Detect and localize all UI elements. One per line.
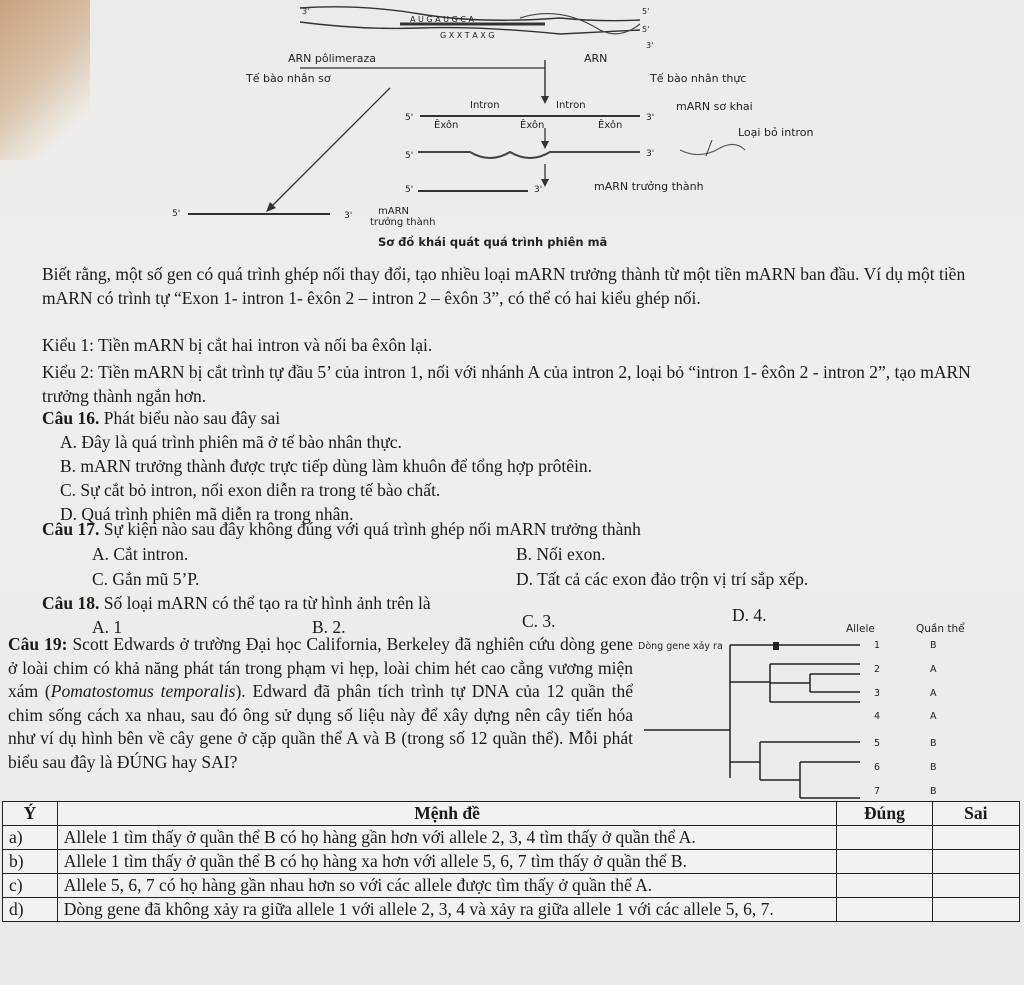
tip-allele-7: 7 — [874, 786, 881, 797]
tip-allele-2: 2 — [874, 664, 881, 675]
q18-option-c: C. 3. — [522, 611, 556, 631]
tip-pop-6: B — [930, 762, 937, 773]
gene-flow-label: Dòng gene xảy ra — [638, 641, 723, 652]
svg-text:G X X T A X G: G X X T A X G — [440, 31, 495, 40]
q17-option-b: B. Nối exon. — [516, 544, 606, 564]
tip-pop-1: B — [930, 640, 937, 651]
tip-pop-7: B — [930, 786, 937, 797]
q16-option-d: D. Quá trình phiên mã diễn ra trong nhân. — [60, 504, 354, 524]
row-statement: Dòng gene đã không xảy ra giữa allele 1 với allele 2, 3, 4 và xảy ra giữa allele 1 với các allele 5, 6, 7. — [57, 898, 836, 922]
q19-label: Câu 19: — [8, 634, 68, 654]
q19-text-1: Scott Edwards ở trường Đại học California, Berkeley đã nghiên cứu dòng gene ở loài chim có khả năng phát tán trong phạm vi hẹp, loài chim hét cao cẳng vương miện xám ( — [8, 634, 633, 701]
gene-tree — [630, 612, 1024, 804]
primary-mrna-label: mARN sơ khai — [676, 100, 753, 113]
table-header-row — [3, 802, 1020, 826]
svg-text:5': 5' — [405, 185, 414, 195]
exon-label-1: Êxôn — [434, 120, 459, 131]
q16-stem — [42, 408, 280, 429]
q18-stem — [42, 593, 431, 614]
tip-allele-5: 5 — [874, 738, 881, 749]
header-y: Ý — [3, 802, 58, 826]
svg-text:3': 3' — [344, 211, 353, 221]
svg-text:3': 3' — [646, 41, 654, 50]
q16-option-c: C. Sự cắt bỏ intron, nối exon diễn ra trong tế bào chất. — [60, 480, 441, 500]
row-id: a) — [3, 826, 58, 850]
eukaryote-label: Tế bào nhân thực — [650, 72, 747, 85]
tip-allele-4: 4 — [874, 711, 881, 722]
mature-mrna-pro-label-2: trưởng thành — [370, 217, 436, 228]
q18-option-d: D. 4. — [732, 605, 767, 625]
intro-type-1: Kiểu 1: Tiền mARN bị cắt hai intron và nối ba êxôn lại. — [42, 335, 433, 355]
row-statement: Allele 1 tìm thấy ở quần thể B có họ hàng gần hơn với allele 2, 3, 4 tìm thấy ở quần thể A. — [57, 826, 836, 850]
answer-true-cell[interactable] — [837, 826, 932, 850]
svg-text:3': 3' — [646, 113, 655, 123]
q17-option-c: C. Gắn mũ 5’P. — [92, 569, 200, 589]
q18-text: Số loại mARN có thể tạo ra từ hình ảnh trên là — [103, 593, 431, 613]
q16-text: Phát biểu nào sau đây sai — [103, 408, 281, 428]
answer-false-cell[interactable] — [932, 898, 1019, 922]
table-row — [3, 826, 1020, 850]
answer-true-cell[interactable] — [837, 874, 932, 898]
tree-tip-labels — [874, 640, 937, 797]
polymerase-label: ARN pôlimeraza — [288, 52, 376, 65]
q16-option-b: B. mARN trưởng thành được trực tiếp dùng làm khuôn để tổng hợp prôtêin. — [60, 456, 593, 476]
tip-allele-1: 1 — [874, 640, 881, 651]
tip-pop-3: A — [930, 688, 937, 699]
q18-option-b: B. 2. — [312, 617, 346, 637]
mature-mrna-pro-label-1: mARN — [378, 206, 410, 217]
table-row — [3, 898, 1020, 922]
answer-false-cell[interactable] — [932, 874, 1019, 898]
answer-false-cell[interactable] — [932, 826, 1019, 850]
svg-text:3': 3' — [302, 7, 310, 16]
table-row — [3, 874, 1020, 898]
svg-text:5': 5' — [405, 113, 414, 123]
table-row — [3, 850, 1020, 874]
row-id: b) — [3, 850, 58, 874]
exon-label-2: Êxôn — [520, 120, 545, 131]
row-id: c) — [3, 874, 58, 898]
q18-option-a: A. 1 — [92, 617, 123, 637]
tip-pop-2: A — [930, 664, 937, 675]
intron-label-1: Intron — [470, 100, 500, 111]
answer-true-cell[interactable] — [837, 850, 932, 874]
q16-label: Câu 16. — [42, 408, 100, 428]
tip-allele-3: 3 — [874, 688, 881, 699]
tree-allele-header: Allele — [846, 623, 875, 635]
true-false-table — [2, 801, 1020, 922]
mature-mrna-euk-label: mARN trưởng thành — [594, 180, 704, 193]
gene-flow-marker — [773, 642, 779, 650]
header-true: Đúng — [837, 802, 932, 826]
q17-text: Sự kiện nào sau đây không đúng với quá trình ghép nối mARN trưởng thành — [103, 519, 641, 539]
q19-paragraph — [8, 633, 633, 774]
exon-label-3: Êxôn — [598, 120, 623, 131]
intro-type-2: Kiểu 2: Tiền mARN bị cắt trình tự đầu 5’ của intron 1, nối với nhánh A của intron 2, loại bỏ “intron 1- êxôn 2 - intron 2”, tạo mARN trưởng thành ngắn hơn. — [42, 362, 971, 406]
tip-allele-6: 6 — [874, 762, 881, 773]
remove-intron-label: Loại bỏ intron — [738, 126, 814, 139]
q17-option-d: D. Tất cả các exon đảo trộn vị trí sắp xếp. — [516, 569, 809, 589]
svg-text:5': 5' — [642, 7, 650, 16]
tree-pop-header: Quần thể — [916, 623, 965, 635]
q17-stem — [42, 519, 641, 540]
answer-true-cell[interactable] — [837, 898, 932, 922]
prokaryote-label: Tế bào nhân sơ — [246, 72, 331, 85]
intro-text-1: Biết rằng, một số gen có quá trình ghép nối thay đổi, tạo nhiều loại mARN trưởng thành từ một tiền mARN ban đầu. Ví dụ một tiền mARN có trình tự “Exon 1- intron 1- êxôn 2 – intron 2 – êxôn 3”, có thể có hai kiểu ghép nối. — [42, 264, 966, 308]
q18-label: Câu 18. — [42, 593, 100, 613]
tree-branches — [644, 645, 860, 798]
q17-label: Câu 17. — [42, 519, 100, 539]
svg-text:5': 5' — [405, 151, 414, 161]
q17-option-a: A. Cắt intron. — [92, 544, 189, 564]
svg-text:A U G A U G C A: A U G A U G C A — [410, 15, 474, 24]
svg-text:5': 5' — [172, 209, 181, 219]
q16-option-a: A. Đây là quá trình phiên mã ở tế bào nhân thực. — [60, 432, 402, 452]
transcription-diagram — [0, 0, 1024, 260]
row-statement: Allele 1 tìm thấy ở quần thể B có họ hàng xa hơn với allele 5, 6, 7 tìm thấy ở quần thể B. — [57, 850, 836, 874]
row-id: d) — [3, 898, 58, 922]
intro-paragraph — [42, 262, 972, 310]
arn-label: ARN — [584, 52, 608, 65]
header-statement: Mệnh đề — [57, 802, 836, 826]
answer-false-cell[interactable] — [932, 850, 1019, 874]
row-statement: Allele 5, 6, 7 có họ hàng gần nhau hơn so với các allele được tìm thấy ở quần thể A. — [57, 874, 836, 898]
intron-label-2: Intron — [556, 100, 586, 111]
svg-text:3': 3' — [646, 149, 655, 159]
q19-species: Pomatostomus temporalis — [50, 681, 236, 701]
svg-text:5': 5' — [642, 25, 650, 34]
q19-text-2: ). Edward đã phân tích trình tự DNA của 12 quần thể chim sống cách xa nhau, sau đó ông sử dụng số liệu này để xây dựng nên cây tiến hóa như ví dụ hình bên về cây gene ở cặp quần thể A và B (trong số 12 quần thể). Mỗi phát biểu sau đây là ĐÚNG hay SAI? — [8, 681, 633, 772]
header-false: Sai — [932, 802, 1019, 826]
diagram-title: Sơ đồ khái quát quá trình phiên mã — [378, 235, 608, 249]
tip-pop-4: A — [930, 711, 937, 722]
svg-text:3': 3' — [534, 185, 543, 195]
tip-pop-5: B — [930, 738, 937, 749]
